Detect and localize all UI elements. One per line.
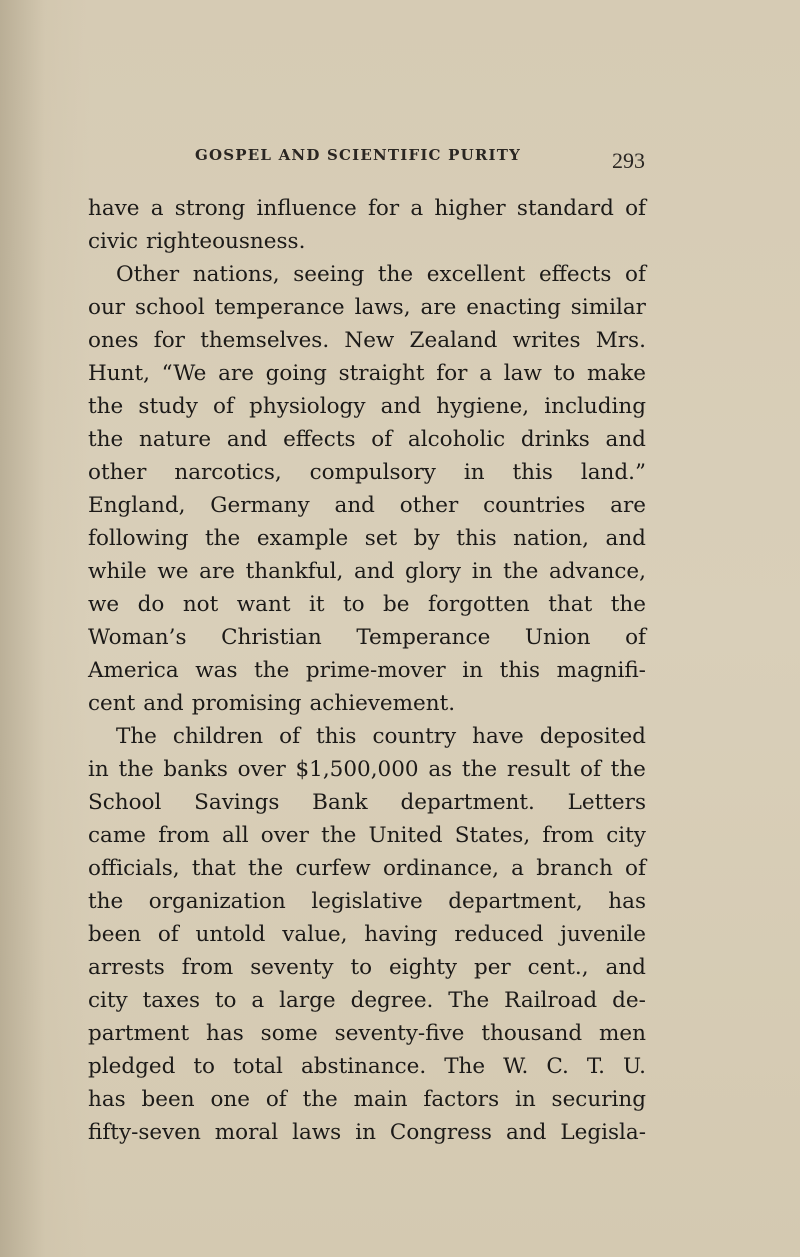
page-number: 293 — [612, 148, 645, 173]
text-line: America was the prime-mover in this magnifi- — [88, 658, 646, 683]
text-line: ones for themselves. New Zealand writes Mrs. — [88, 328, 646, 353]
text-line: fifty-seven moral laws in Congress and Legisla- — [88, 1120, 646, 1145]
text-line: civic righteousness. — [88, 229, 306, 254]
running-head: GOSPEL AND SCIENTIFIC PURITY — [195, 146, 522, 164]
text-line: Woman’s Christian Temperance Union of — [88, 625, 646, 650]
page-header — [195, 140, 645, 173]
text-line: Hunt, “We are going straight for a law to make — [88, 361, 646, 386]
text-line: other narcotics, compulsory in this land.” — [88, 460, 646, 485]
text-line: cent and promising achievement. — [88, 691, 456, 716]
text-line: officials, that the curfew ordinance, a branch of — [88, 856, 646, 881]
text-line: School Savings Bank department. Letters — [88, 790, 646, 815]
text-line: came from all over the United States, from city — [88, 823, 646, 848]
text-line: have a strong influence for a higher standard of — [88, 196, 646, 221]
text-line: the nature and effects of alcoholic drinks and — [88, 427, 646, 452]
text-line: The children of this country have deposited — [116, 724, 646, 749]
text-line: while we are thankful, and glory in the advance, — [88, 559, 646, 584]
text-line: has been one of the main factors in securing — [88, 1087, 646, 1112]
text-line: our school temperance laws, are enacting similar — [88, 295, 646, 320]
text-line: we do not want it to be forgotten that the — [88, 592, 646, 617]
text-line: pledged to total abstinance. The W. C. T. U. — [88, 1054, 646, 1079]
text-line: city taxes to a large degree. The Railroad de- — [88, 988, 646, 1013]
text-line: arrests from seventy to eighty per cent., and — [88, 955, 646, 980]
text-line: Other nations, seeing the excellent effects of — [116, 262, 646, 287]
text-line: England, Germany and other countries are — [88, 493, 646, 518]
text-line: in the banks over $1,500,000 as the result of the — [88, 757, 646, 782]
text-line: following the example set by this nation, and — [88, 526, 646, 551]
body-text — [88, 192, 646, 1149]
text-line: partment has some seventy-five thousand men — [88, 1021, 646, 1046]
text-line: the organization legislative department, has — [88, 889, 646, 914]
text-line: the study of physiology and hygiene, including — [88, 394, 646, 419]
text-line: been of untold value, having reduced juvenile — [88, 922, 646, 947]
